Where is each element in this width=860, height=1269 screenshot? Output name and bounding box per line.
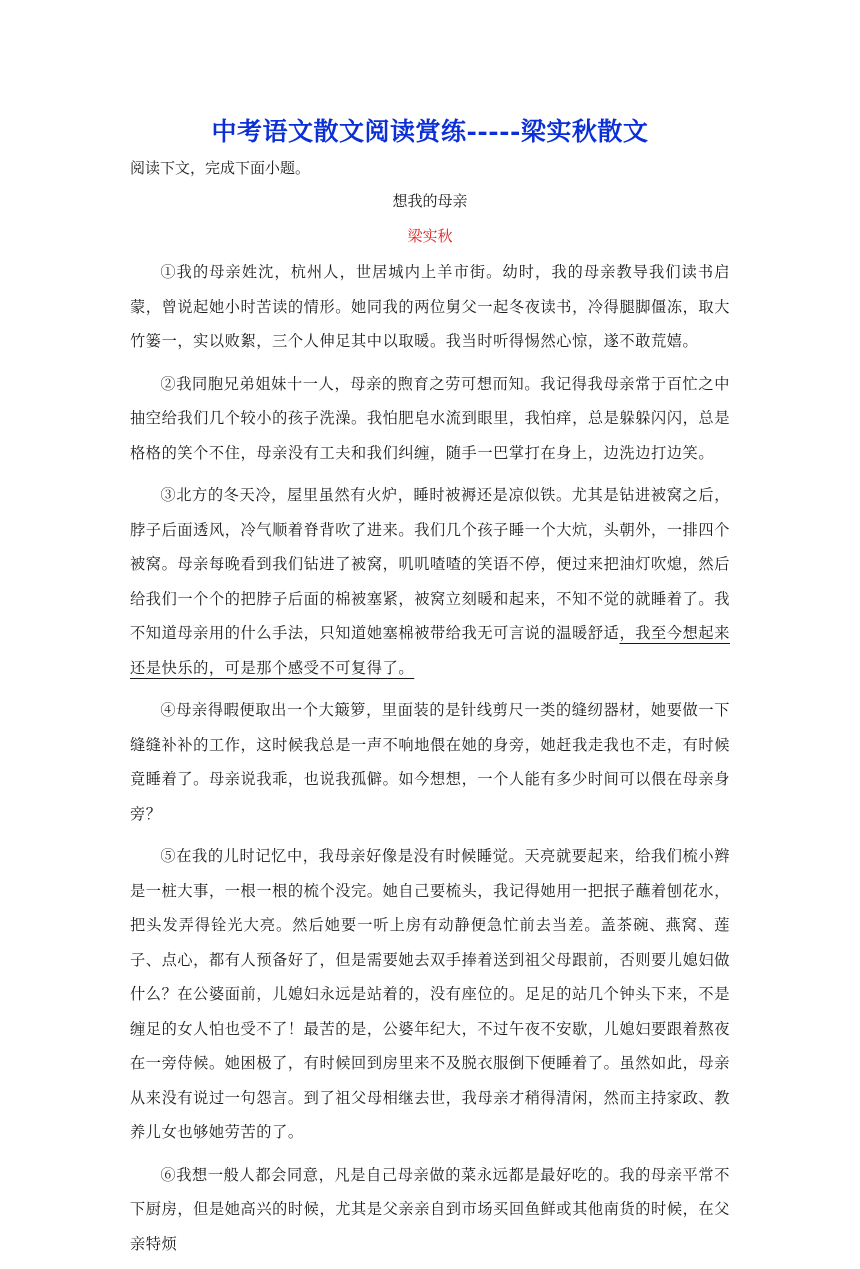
paragraph-4: [130, 693, 730, 831]
paragraph-2: [130, 367, 730, 471]
paragraph-1: [130, 255, 730, 359]
paragraph-2-text: ②我同胞兄弟姐妹十一人，母亲的煦育之劳可想而知。我记得我母亲常于百忙之中抽空给我们几个较小的孩子洗澡。我怕肥皂水流到眼里，我怕痒，总是躲躲闪闪，总是格格的笑个不住，母亲没有工夫和我们纠缠，随手一巴掌打在身上，边洗边打边笑。: [130, 374, 730, 462]
paragraph-3-text: ③北方的冬天冷，屋里虽然有火炉，睡时被褥还是凉似铁。尤其是钻进被窝之后，脖子后面透风，冷气顺着脊背吹了进来。我们几个孩子睡一个大炕，头朝外，一排四个被窝。母亲每晚看到我们钻进了被窝，叽叽喳喳的笑语不停，便过来把油灯吹熄，然后给我们一个个的把脖子后面的棉被塞紧，被窝立刻暖和起来，不知不觉的就睡着了。我不知道母亲用的什么手法，只知道她塞棉被带给我无可言说的温暖舒适: [130, 486, 730, 642]
paragraph-3-underlined-text: ，我至今想起来还是快乐的，可是那个感受不可复得了。: [130, 624, 730, 677]
paragraph-5-text: ⑤在我的儿时记忆中，我母亲好像是没有时候睡觉。天亮就要起来，给我们梳小辫是一桩大事，一根一根的梳个没完。她自己要梳头，我记得她用一把抿子蘸着刨花水，把头发弄得铨光大亮。然后她要一听上房有动静便急忙前去当差。盖茶碗、燕窝、莲子、点心，都有人预备好了，但是需要她去双手捧着送到祖父母跟前，否则要儿媳妇做什么？在公婆面前，儿媳妇永远是站着的，没有座位的。足足的站几个钟头下来，不是缠足的女人怕也受不了！最苦的是，公婆年纪大，不过午夜不安歇，儿媳妇要跟着熬夜在一旁侍候。她困极了，有时候回到房里来不及脱衣服倒下便睡着了。虽然如此，母亲从来没有说过一句怨言。到了祖父母相继去世，我母亲才稍得清闲，然而主持家政、教养儿女也够她劳苦的了。: [130, 847, 730, 1141]
paragraph-1-text: ①我的母亲姓沈，杭州人，世居城内上羊市街。幼时，我的母亲教导我们读书启蒙，曾说起她小时苦读的情形。她同我的两位舅父一起冬夜读书，冷得腿脚僵冻，取大竹篓一，实以败絮，三个人伸足其中以取暖。我当时听得惕然心惊，遂不敢荒嬉。: [130, 263, 730, 350]
document-title: 中考语文散文阅读赏练-----梁实秋散文: [211, 117, 649, 146]
article-body: [130, 255, 730, 1269]
paragraph-5: [130, 839, 730, 1150]
article-title: 想我的母亲: [392, 192, 468, 210]
article-author: 梁实秋: [407, 227, 453, 245]
paragraph-4-text: ④母亲得暇便取出一个大簸箩，里面装的是针线剪尺一类的缝纫器材，她要做一下缝缝补补的工作，这时候我总是一声不响地偎在她的身旁，她赶我走我也不走，有时候竟睡着了。母亲说我乖，也说我孤僻。如今想想，一个人能有多少时间可以偎在母亲身旁？: [130, 701, 730, 823]
paragraph-3: [130, 478, 730, 685]
paragraph-6-text: ⑥我想一般人都会同意，凡是自己母亲做的菜永远都是最好吃的。我的母亲平常不下厨房，但是她高兴的时候，尤其是父亲亲自到市场买回鱼鲜或其他南货的时候，在父亲特烦: [130, 1165, 730, 1253]
instruction-text: 阅读下文，完成下面小题。: [130, 159, 311, 177]
paragraph-6: [130, 1158, 730, 1262]
